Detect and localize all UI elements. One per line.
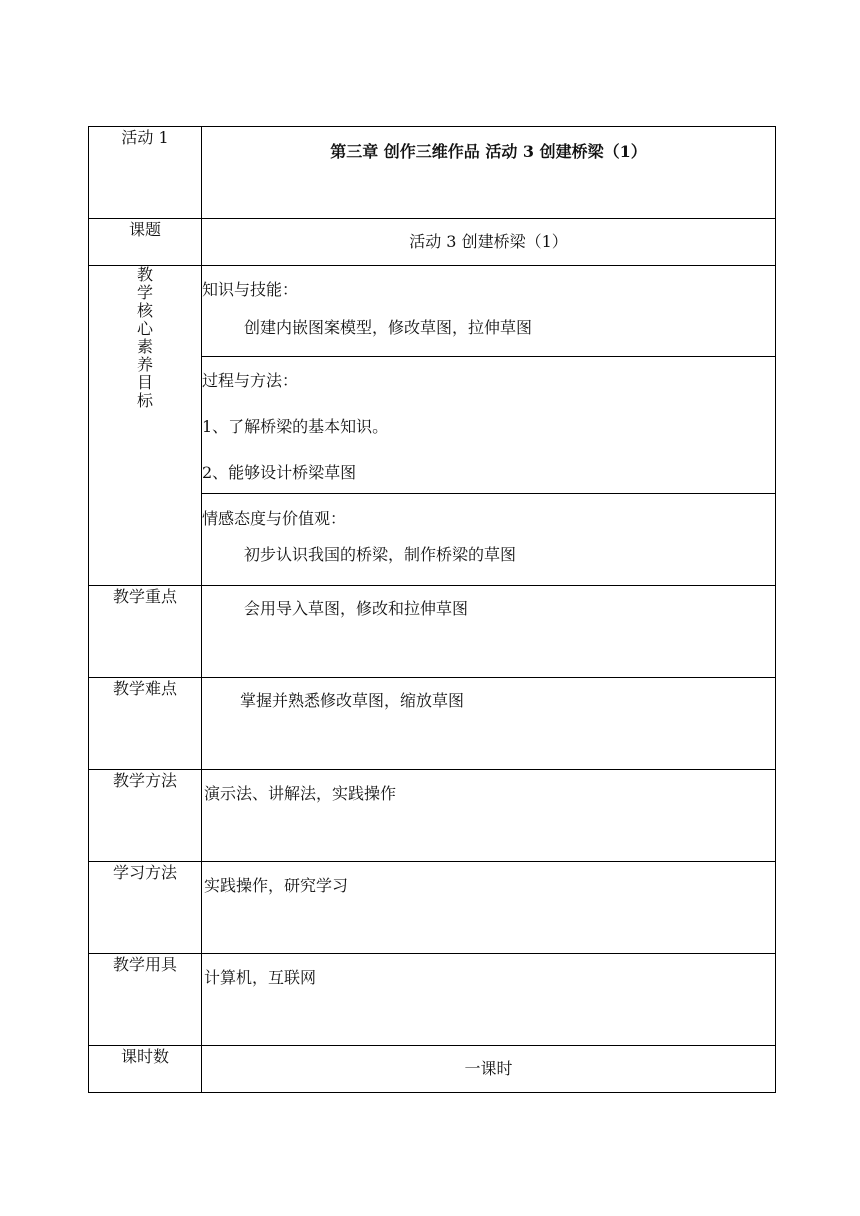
emotion-heading: 情感态度与价值观： xyxy=(202,509,347,528)
knowledge-content: 创建内嵌图案模型，修改草图，拉伸草图 xyxy=(244,318,533,337)
activity-label: 活动 1 xyxy=(89,127,202,219)
activity-title-cell xyxy=(202,127,776,219)
difficulties-label: 教学难点 xyxy=(89,678,202,770)
objectives-knowledge-row xyxy=(89,266,776,357)
hours-value: 一课时 xyxy=(202,1046,776,1093)
topic-row xyxy=(89,219,776,266)
objectives-label-cell xyxy=(89,266,202,586)
teaching-methods-row xyxy=(89,770,776,862)
knowledge-cell xyxy=(202,266,776,357)
topic-label: 课题 xyxy=(89,219,202,266)
hours-row xyxy=(89,1046,776,1093)
hours-label: 课时数 xyxy=(89,1046,202,1093)
learning-methods-label: 学习方法 xyxy=(89,862,202,954)
tools-value: 计算机，互联网 xyxy=(204,968,317,987)
learning-methods-value: 实践操作，研究学习 xyxy=(204,876,349,895)
lesson-plan-table xyxy=(88,126,776,1093)
knowledge-heading: 知识与技能： xyxy=(202,280,299,299)
emotion-cell xyxy=(202,494,776,586)
difficulties-row xyxy=(89,678,776,770)
key-points-value: 会用导入草图，修改和拉伸草图 xyxy=(244,599,469,618)
teaching-methods-value: 演示法、讲解法，实践操作 xyxy=(204,784,397,803)
teaching-methods-cell xyxy=(202,770,776,862)
difficulties-cell xyxy=(202,678,776,770)
emotion-content: 初步认识我国的桥梁，制作桥梁的草图 xyxy=(244,545,517,564)
process-cell xyxy=(202,357,776,494)
topic-value: 活动 3 创建桥梁（1） xyxy=(202,219,776,266)
key-points-cell xyxy=(202,586,776,678)
process-heading: 过程与方法： xyxy=(202,371,299,390)
tools-cell xyxy=(202,954,776,1046)
activity-title: 第三章 创作三维作品 活动 3 创建桥梁（1） xyxy=(330,142,647,161)
key-points-label: 教学重点 xyxy=(89,586,202,678)
key-points-row xyxy=(89,586,776,678)
learning-methods-cell xyxy=(202,862,776,954)
difficulties-value: 掌握并熟悉修改草图，缩放草图 xyxy=(240,691,465,710)
activity-row xyxy=(89,127,776,219)
learning-methods-row xyxy=(89,862,776,954)
process-item-2: 2、能够设计桥梁草图 xyxy=(202,463,357,482)
objectives-label: 教学核心素养目标 xyxy=(136,265,153,410)
tools-row xyxy=(89,954,776,1046)
tools-label: 教学用具 xyxy=(89,954,202,1046)
process-item-1: 1、了解桥梁的基本知识。 xyxy=(202,417,389,436)
teaching-methods-label: 教学方法 xyxy=(89,770,202,862)
